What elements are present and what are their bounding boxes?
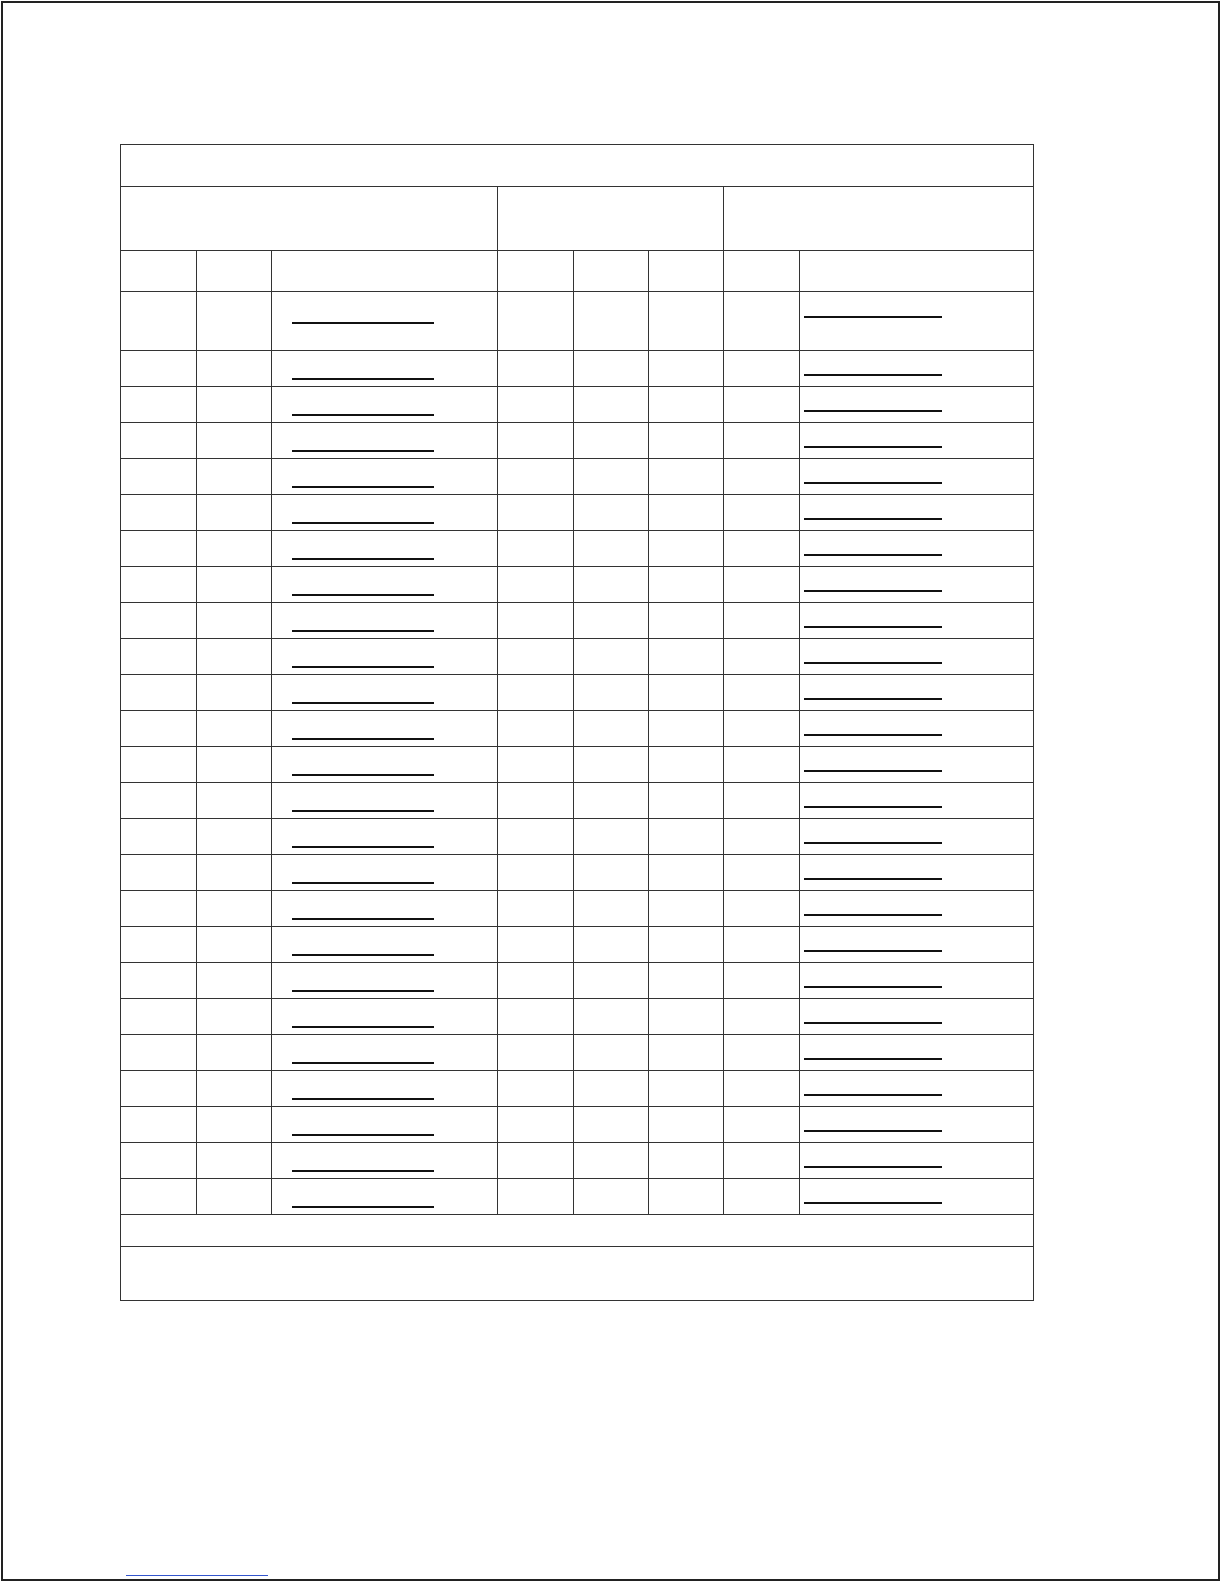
table-row xyxy=(121,927,1034,963)
entry-cell[interactable] xyxy=(197,891,272,927)
entry-cell[interactable] xyxy=(649,1143,724,1179)
entry-cell[interactable] xyxy=(800,711,1034,747)
fill-in-blank-line xyxy=(804,446,942,448)
entry-cell[interactable] xyxy=(649,1071,724,1107)
entry-cell[interactable] xyxy=(724,891,800,927)
group-header-middle xyxy=(498,187,724,251)
entry-cell[interactable] xyxy=(197,603,272,639)
entry-cell[interactable] xyxy=(574,1035,649,1071)
entry-cell[interactable] xyxy=(649,531,724,567)
entry-cell[interactable] xyxy=(197,675,272,711)
entry-cell[interactable] xyxy=(574,711,649,747)
entry-cell[interactable] xyxy=(498,292,574,351)
fill-in-blank-line xyxy=(804,482,942,484)
entry-cell[interactable] xyxy=(121,531,197,567)
fill-in-blank-line xyxy=(292,1206,434,1208)
entry-cell[interactable] xyxy=(197,1071,272,1107)
entry-cell[interactable] xyxy=(574,1071,649,1107)
entry-cell[interactable] xyxy=(272,747,498,783)
entry-cell[interactable] xyxy=(649,351,724,387)
fill-in-blank-line xyxy=(292,378,434,380)
entry-cell[interactable] xyxy=(800,1035,1034,1071)
entry-cell[interactable] xyxy=(574,747,649,783)
fill-in-blank-line xyxy=(804,950,942,952)
entry-cell[interactable] xyxy=(197,639,272,675)
fill-in-blank-line xyxy=(804,1202,942,1204)
table-row xyxy=(121,639,1034,675)
fill-in-blank-line xyxy=(292,486,434,488)
entry-cell[interactable] xyxy=(272,855,498,891)
entry-cell[interactable] xyxy=(197,1107,272,1143)
entry-cell[interactable] xyxy=(197,292,272,351)
entry-cell[interactable] xyxy=(272,819,498,855)
entry-cell[interactable] xyxy=(574,351,649,387)
entry-cell[interactable] xyxy=(498,567,574,603)
entry-cell[interactable] xyxy=(649,819,724,855)
fill-in-blank-line xyxy=(292,1134,434,1136)
fill-in-blank-line xyxy=(292,414,434,416)
fill-in-blank-line xyxy=(292,918,434,920)
entry-cell[interactable] xyxy=(574,999,649,1035)
column-header xyxy=(724,251,800,292)
fill-in-blank-line xyxy=(804,734,942,736)
entry-cell[interactable] xyxy=(800,423,1034,459)
table-row xyxy=(121,387,1034,423)
entry-cell[interactable] xyxy=(121,819,197,855)
entry-cell[interactable] xyxy=(574,1179,649,1215)
fill-in-blank-line xyxy=(292,666,434,668)
table-row xyxy=(121,819,1034,855)
column-header xyxy=(197,251,272,292)
entry-cell[interactable] xyxy=(800,495,1034,531)
entry-cell[interactable] xyxy=(574,927,649,963)
entry-cell[interactable] xyxy=(574,891,649,927)
entry-cell[interactable] xyxy=(272,711,498,747)
fill-in-blank-line xyxy=(292,1098,434,1100)
entry-cell[interactable] xyxy=(197,459,272,495)
entry-cell[interactable] xyxy=(272,999,498,1035)
table-row xyxy=(121,747,1034,783)
fill-in-blank-line xyxy=(292,810,434,812)
entry-cell[interactable] xyxy=(649,963,724,999)
entry-cell[interactable] xyxy=(121,1179,197,1215)
fill-in-blank-line xyxy=(804,1058,942,1060)
fill-in-blank-line xyxy=(292,1026,434,1028)
table-row xyxy=(121,1107,1034,1143)
entry-cell[interactable] xyxy=(574,963,649,999)
entry-cell[interactable] xyxy=(498,891,574,927)
entry-cell[interactable] xyxy=(724,1107,800,1143)
entry-cell[interactable] xyxy=(724,423,800,459)
entry-cell[interactable] xyxy=(272,927,498,963)
entry-cell[interactable] xyxy=(800,747,1034,783)
fill-in-blank-line xyxy=(804,590,942,592)
entry-cell[interactable] xyxy=(272,1071,498,1107)
entry-cell[interactable] xyxy=(724,711,800,747)
entry-cell[interactable] xyxy=(272,495,498,531)
entry-cell[interactable] xyxy=(272,1143,498,1179)
entry-cell[interactable] xyxy=(724,1143,800,1179)
fill-in-blank-line xyxy=(804,626,942,628)
fill-in-blank-line xyxy=(292,522,434,524)
entry-cell[interactable] xyxy=(121,1107,197,1143)
entry-cell[interactable] xyxy=(498,783,574,819)
entry-cell[interactable] xyxy=(724,855,800,891)
entry-cell[interactable] xyxy=(800,855,1034,891)
entry-cell[interactable] xyxy=(800,891,1034,927)
entry-cell[interactable] xyxy=(724,819,800,855)
entry-cell[interactable] xyxy=(498,423,574,459)
table-row xyxy=(121,1179,1034,1215)
entry-cell[interactable] xyxy=(724,747,800,783)
entry-cell[interactable] xyxy=(800,351,1034,387)
fill-in-blank-line xyxy=(292,882,434,884)
entry-cell[interactable] xyxy=(800,639,1034,675)
column-header xyxy=(649,251,724,292)
table-row xyxy=(121,423,1034,459)
entry-cell[interactable] xyxy=(800,567,1034,603)
fill-in-blank-line xyxy=(804,914,942,916)
entry-cell[interactable] xyxy=(272,783,498,819)
entry-cell[interactable] xyxy=(574,819,649,855)
table-row xyxy=(121,891,1034,927)
entry-cell[interactable] xyxy=(498,963,574,999)
fill-in-blank-line xyxy=(804,374,942,376)
entry-cell[interactable] xyxy=(649,603,724,639)
entry-cell[interactable] xyxy=(649,675,724,711)
entry-cell[interactable] xyxy=(498,531,574,567)
fill-in-blank-line xyxy=(804,410,942,412)
fill-in-blank-line xyxy=(804,554,942,556)
entry-cell[interactable] xyxy=(800,459,1034,495)
entry-cell[interactable] xyxy=(574,855,649,891)
entry-cell[interactable] xyxy=(724,927,800,963)
entry-cell[interactable] xyxy=(121,567,197,603)
fill-in-blank-line xyxy=(292,954,434,956)
entry-cell[interactable] xyxy=(272,531,498,567)
entry-cell[interactable] xyxy=(121,711,197,747)
table-row xyxy=(121,531,1034,567)
entry-cell[interactable] xyxy=(724,963,800,999)
entry-cell[interactable] xyxy=(272,1107,498,1143)
entry-cell[interactable] xyxy=(800,531,1034,567)
group-header-left xyxy=(121,187,498,251)
table-row xyxy=(121,1071,1034,1107)
table-row xyxy=(121,855,1034,891)
entry-cell[interactable] xyxy=(121,495,197,531)
fill-in-blank-line xyxy=(292,738,434,740)
entry-cell[interactable] xyxy=(197,387,272,423)
entry-cell[interactable] xyxy=(574,292,649,351)
entry-cell[interactable] xyxy=(121,675,197,711)
entry-cell[interactable] xyxy=(197,567,272,603)
entry-cell[interactable] xyxy=(197,351,272,387)
entry-cell[interactable] xyxy=(800,1143,1034,1179)
footer-link-underline[interactable] xyxy=(126,1575,268,1576)
table-row xyxy=(121,963,1034,999)
entry-cell[interactable] xyxy=(498,819,574,855)
blank-form-table xyxy=(120,144,1034,1301)
entry-cell[interactable] xyxy=(197,531,272,567)
entry-cell[interactable] xyxy=(649,999,724,1035)
entry-cell[interactable] xyxy=(800,999,1034,1035)
entry-cell[interactable] xyxy=(498,459,574,495)
entry-cell[interactable] xyxy=(121,1071,197,1107)
entry-cell[interactable] xyxy=(121,855,197,891)
entry-cell[interactable] xyxy=(197,1179,272,1215)
entry-cell[interactable] xyxy=(498,1035,574,1071)
entry-cell[interactable] xyxy=(574,567,649,603)
entry-cell[interactable] xyxy=(724,459,800,495)
entry-cell[interactable] xyxy=(498,711,574,747)
fill-in-blank-line xyxy=(804,698,942,700)
entry-cell[interactable] xyxy=(800,387,1034,423)
entry-cell[interactable] xyxy=(800,603,1034,639)
entry-cell[interactable] xyxy=(724,567,800,603)
entry-cell[interactable] xyxy=(498,351,574,387)
table-row xyxy=(121,783,1034,819)
entry-cell[interactable] xyxy=(197,747,272,783)
table-row xyxy=(121,711,1034,747)
entry-cell[interactable] xyxy=(800,292,1034,351)
entry-cell[interactable] xyxy=(197,1143,272,1179)
entry-cell[interactable] xyxy=(121,999,197,1035)
entry-cell[interactable] xyxy=(649,495,724,531)
entry-cell[interactable] xyxy=(649,891,724,927)
entry-cell[interactable] xyxy=(498,927,574,963)
table-row xyxy=(121,292,1034,351)
entry-cell[interactable] xyxy=(197,495,272,531)
entry-cell[interactable] xyxy=(649,423,724,459)
entry-cell[interactable] xyxy=(121,423,197,459)
entry-cell[interactable] xyxy=(574,387,649,423)
fill-in-blank-line xyxy=(804,1094,942,1096)
entry-cell[interactable] xyxy=(574,459,649,495)
entry-cell[interactable] xyxy=(498,1107,574,1143)
entry-cell[interactable] xyxy=(272,963,498,999)
entry-cell[interactable] xyxy=(121,747,197,783)
entry-cell[interactable] xyxy=(498,603,574,639)
table-row xyxy=(121,495,1034,531)
entry-cell[interactable] xyxy=(121,387,197,423)
entry-cell[interactable] xyxy=(724,387,800,423)
fill-in-blank-line xyxy=(804,1022,942,1024)
entry-cell[interactable] xyxy=(197,927,272,963)
entry-cell[interactable] xyxy=(498,855,574,891)
fill-in-blank-line xyxy=(804,842,942,844)
entry-cell[interactable] xyxy=(574,639,649,675)
entry-cell[interactable] xyxy=(121,783,197,819)
entry-cell[interactable] xyxy=(724,603,800,639)
entry-cell[interactable] xyxy=(197,423,272,459)
entry-cell[interactable] xyxy=(197,963,272,999)
table-row xyxy=(121,603,1034,639)
entry-cell[interactable] xyxy=(272,1035,498,1071)
entry-cell[interactable] xyxy=(649,459,724,495)
entry-cell[interactable] xyxy=(272,423,498,459)
entry-cell[interactable] xyxy=(197,711,272,747)
fill-in-blank-line xyxy=(292,322,434,324)
entry-cell[interactable] xyxy=(800,819,1034,855)
entry-cell[interactable] xyxy=(272,387,498,423)
entry-cell[interactable] xyxy=(272,459,498,495)
entry-cell[interactable] xyxy=(800,963,1034,999)
table-row xyxy=(121,999,1034,1035)
fill-in-blank-line xyxy=(804,1166,942,1168)
entry-cell[interactable] xyxy=(121,351,197,387)
entry-cell[interactable] xyxy=(574,675,649,711)
fill-in-blank-line xyxy=(292,1170,434,1172)
fill-in-blank-line xyxy=(292,1062,434,1064)
entry-cell[interactable] xyxy=(574,531,649,567)
entry-cell[interactable] xyxy=(649,927,724,963)
entry-cell[interactable] xyxy=(574,423,649,459)
entry-cell[interactable] xyxy=(197,1035,272,1071)
entry-cell[interactable] xyxy=(498,675,574,711)
entry-cell[interactable] xyxy=(498,1143,574,1179)
entry-cell[interactable] xyxy=(649,783,724,819)
form-footer-row xyxy=(121,1215,1034,1247)
entry-cell[interactable] xyxy=(272,292,498,351)
entry-cell[interactable] xyxy=(498,639,574,675)
fill-in-blank-line xyxy=(292,774,434,776)
entry-cell[interactable] xyxy=(724,639,800,675)
entry-cell[interactable] xyxy=(724,1179,800,1215)
entry-cell[interactable] xyxy=(800,783,1034,819)
entry-cell[interactable] xyxy=(724,783,800,819)
fill-in-blank-line xyxy=(292,558,434,560)
fill-in-blank-line xyxy=(804,878,942,880)
entry-cell[interactable] xyxy=(121,639,197,675)
fill-in-blank-line xyxy=(804,316,942,318)
entry-cell[interactable] xyxy=(800,1107,1034,1143)
entry-cell[interactable] xyxy=(272,351,498,387)
entry-cell[interactable] xyxy=(272,603,498,639)
fill-in-blank-line xyxy=(804,770,942,772)
entry-cell[interactable] xyxy=(574,603,649,639)
column-header xyxy=(574,251,649,292)
entry-cell[interactable] xyxy=(121,292,197,351)
fill-in-blank-line xyxy=(292,702,434,704)
entry-cell[interactable] xyxy=(649,387,724,423)
entry-cell[interactable] xyxy=(272,567,498,603)
entry-cell[interactable] xyxy=(800,1071,1034,1107)
group-header-right xyxy=(724,187,1034,251)
entry-cell[interactable] xyxy=(498,387,574,423)
entry-cell[interactable] xyxy=(197,819,272,855)
entry-cell[interactable] xyxy=(197,999,272,1035)
entry-cell[interactable] xyxy=(649,855,724,891)
fill-in-blank-line xyxy=(292,846,434,848)
entry-cell[interactable] xyxy=(272,675,498,711)
fill-in-blank-line xyxy=(292,450,434,452)
entry-cell[interactable] xyxy=(574,1143,649,1179)
entry-cell[interactable] xyxy=(197,855,272,891)
table-row xyxy=(121,351,1034,387)
entry-cell[interactable] xyxy=(649,639,724,675)
entry-cell[interactable] xyxy=(724,495,800,531)
entry-cell[interactable] xyxy=(121,891,197,927)
entry-cell[interactable] xyxy=(574,495,649,531)
entry-cell[interactable] xyxy=(121,603,197,639)
entry-cell[interactable] xyxy=(649,1107,724,1143)
form-footer-notes xyxy=(121,1247,1034,1301)
entry-cell[interactable] xyxy=(800,1179,1034,1215)
entry-cell[interactable] xyxy=(121,1035,197,1071)
fill-in-blank-line xyxy=(804,662,942,664)
entry-cell[interactable] xyxy=(649,1035,724,1071)
entry-cell[interactable] xyxy=(272,639,498,675)
entry-cell[interactable] xyxy=(800,927,1034,963)
table-row xyxy=(121,1035,1034,1071)
entry-cell[interactable] xyxy=(498,1071,574,1107)
form-title-cell xyxy=(121,145,1034,187)
entry-cell[interactable] xyxy=(649,711,724,747)
entry-cell[interactable] xyxy=(724,1071,800,1107)
table-row xyxy=(121,675,1034,711)
entry-cell[interactable] xyxy=(272,1179,498,1215)
entry-cell[interactable] xyxy=(272,891,498,927)
entry-cell[interactable] xyxy=(498,1179,574,1215)
fill-in-blank-line xyxy=(292,594,434,596)
fill-in-blank-line xyxy=(804,806,942,808)
entry-cell[interactable] xyxy=(121,927,197,963)
entry-cell[interactable] xyxy=(724,675,800,711)
table-row xyxy=(121,459,1034,495)
fill-in-blank-line xyxy=(292,990,434,992)
entry-cell[interactable] xyxy=(649,567,724,603)
entry-cell[interactable] xyxy=(800,675,1034,711)
column-header xyxy=(272,251,498,292)
entry-cell[interactable] xyxy=(724,999,800,1035)
entry-cell[interactable] xyxy=(574,783,649,819)
entry-cell[interactable] xyxy=(649,292,724,351)
entry-cell[interactable] xyxy=(121,963,197,999)
entry-cell[interactable] xyxy=(498,999,574,1035)
fill-in-blank-line xyxy=(804,1130,942,1132)
fill-in-blank-line xyxy=(804,986,942,988)
column-header xyxy=(121,251,197,292)
table-row xyxy=(121,1143,1034,1179)
column-header xyxy=(498,251,574,292)
entry-cell[interactable] xyxy=(724,1035,800,1071)
entry-cell[interactable] xyxy=(121,1143,197,1179)
entry-cell[interactable] xyxy=(498,747,574,783)
entry-cell[interactable] xyxy=(121,459,197,495)
entry-cell[interactable] xyxy=(498,495,574,531)
column-header xyxy=(800,251,1034,292)
entry-cell[interactable] xyxy=(724,351,800,387)
entry-cell[interactable] xyxy=(649,1179,724,1215)
table-row xyxy=(121,567,1034,603)
entry-cell[interactable] xyxy=(724,292,800,351)
entry-cell[interactable] xyxy=(649,747,724,783)
fill-in-blank-line xyxy=(804,518,942,520)
entry-cell[interactable] xyxy=(197,783,272,819)
fill-in-blank-line xyxy=(292,630,434,632)
entry-cell[interactable] xyxy=(574,1107,649,1143)
entry-cell[interactable] xyxy=(724,531,800,567)
